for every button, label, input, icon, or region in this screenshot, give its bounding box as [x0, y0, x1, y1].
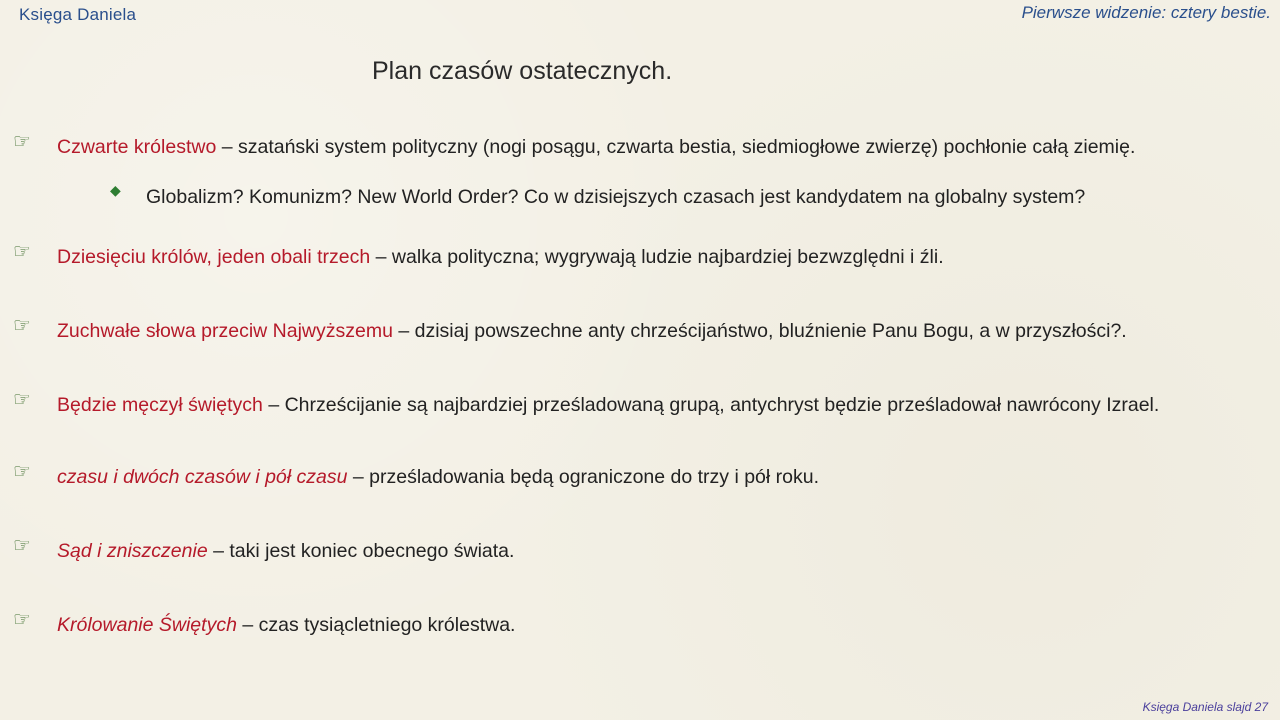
diamond-bullet-icon: ◆ [110, 183, 121, 199]
bullet-description: – Chrześcijanie są najbardziej prześladowaną grupą, antychryst będzie prześladował nawrócony Izrael. [262, 394, 1160, 416]
bullet-text [57, 465, 819, 489]
bullet-key-phrase: Będzie męczył świętych [57, 394, 263, 416]
pointing-hand-icon: ☞ [13, 313, 31, 337]
slide-footer [1143, 700, 1268, 714]
pointing-hand-icon: ☞ [13, 533, 31, 557]
header-left-title: Księga Daniela [19, 5, 137, 24]
bullet-description: – taki jest koniec obecnego świata. [207, 540, 515, 562]
bullet-text [57, 613, 515, 637]
pointing-hand-icon: ☞ [13, 387, 31, 411]
bullet-key-phrase: Zuchwałe słowa przeciw Najwyższemu [57, 320, 393, 342]
bullet-description: – czas tysiącletniego królestwa. [236, 614, 516, 636]
bullet-description: – dzisiaj powszechne anty chrześcijaństwo, bluźnienie Panu Bogu, a w przyszłości?. [392, 320, 1127, 342]
bullet-text [57, 245, 944, 269]
footer-label: Księga Daniela slajd [1142, 700, 1252, 714]
bullet-key-phrase: Czwarte królestwo [57, 136, 217, 158]
bullet-description: – walka polityczna; wygrywają ludzie najbardziej bezwzględni i źli. [370, 246, 944, 268]
sub-bullet-text: Globalizm? Komunizm? New World Order? Co w dzisiejszych czasach jest kandydatem na globalny system? [146, 186, 1086, 208]
pointing-hand-icon: ☞ [13, 129, 31, 153]
bullet-description: – prześladowania będą ograniczone do trzy i pół roku. [347, 466, 820, 488]
bullet-text [57, 135, 1135, 159]
bullet-text [57, 539, 514, 563]
bullet-key-phrase: Królowanie Świętych [57, 614, 237, 636]
slide-title: Plan czasów ostatecznych. [372, 57, 673, 85]
header-right-subtitle: Pierwsze widzenie: cztery bestie. [1021, 3, 1271, 22]
pointing-hand-icon: ☞ [13, 459, 31, 483]
pointing-hand-icon: ☞ [13, 607, 31, 631]
bullet-text [57, 393, 1159, 417]
slide-number: 27 [1254, 700, 1268, 714]
bullet-key-phrase: Dziesięciu królów, jeden obali trzech [57, 246, 371, 268]
bullet-text [57, 319, 1127, 343]
pointing-hand-icon: ☞ [13, 239, 31, 263]
bullet-description: – szatański system polityczny (nogi posągu, czwarta bestia, siedmiogłowe zwierzę) pochłonie całą ziemię. [216, 136, 1136, 158]
bullet-key-phrase: czasu i dwóch czasów i pół czasu [57, 466, 348, 488]
bullet-key-phrase: Sąd i zniszczenie [57, 540, 208, 562]
